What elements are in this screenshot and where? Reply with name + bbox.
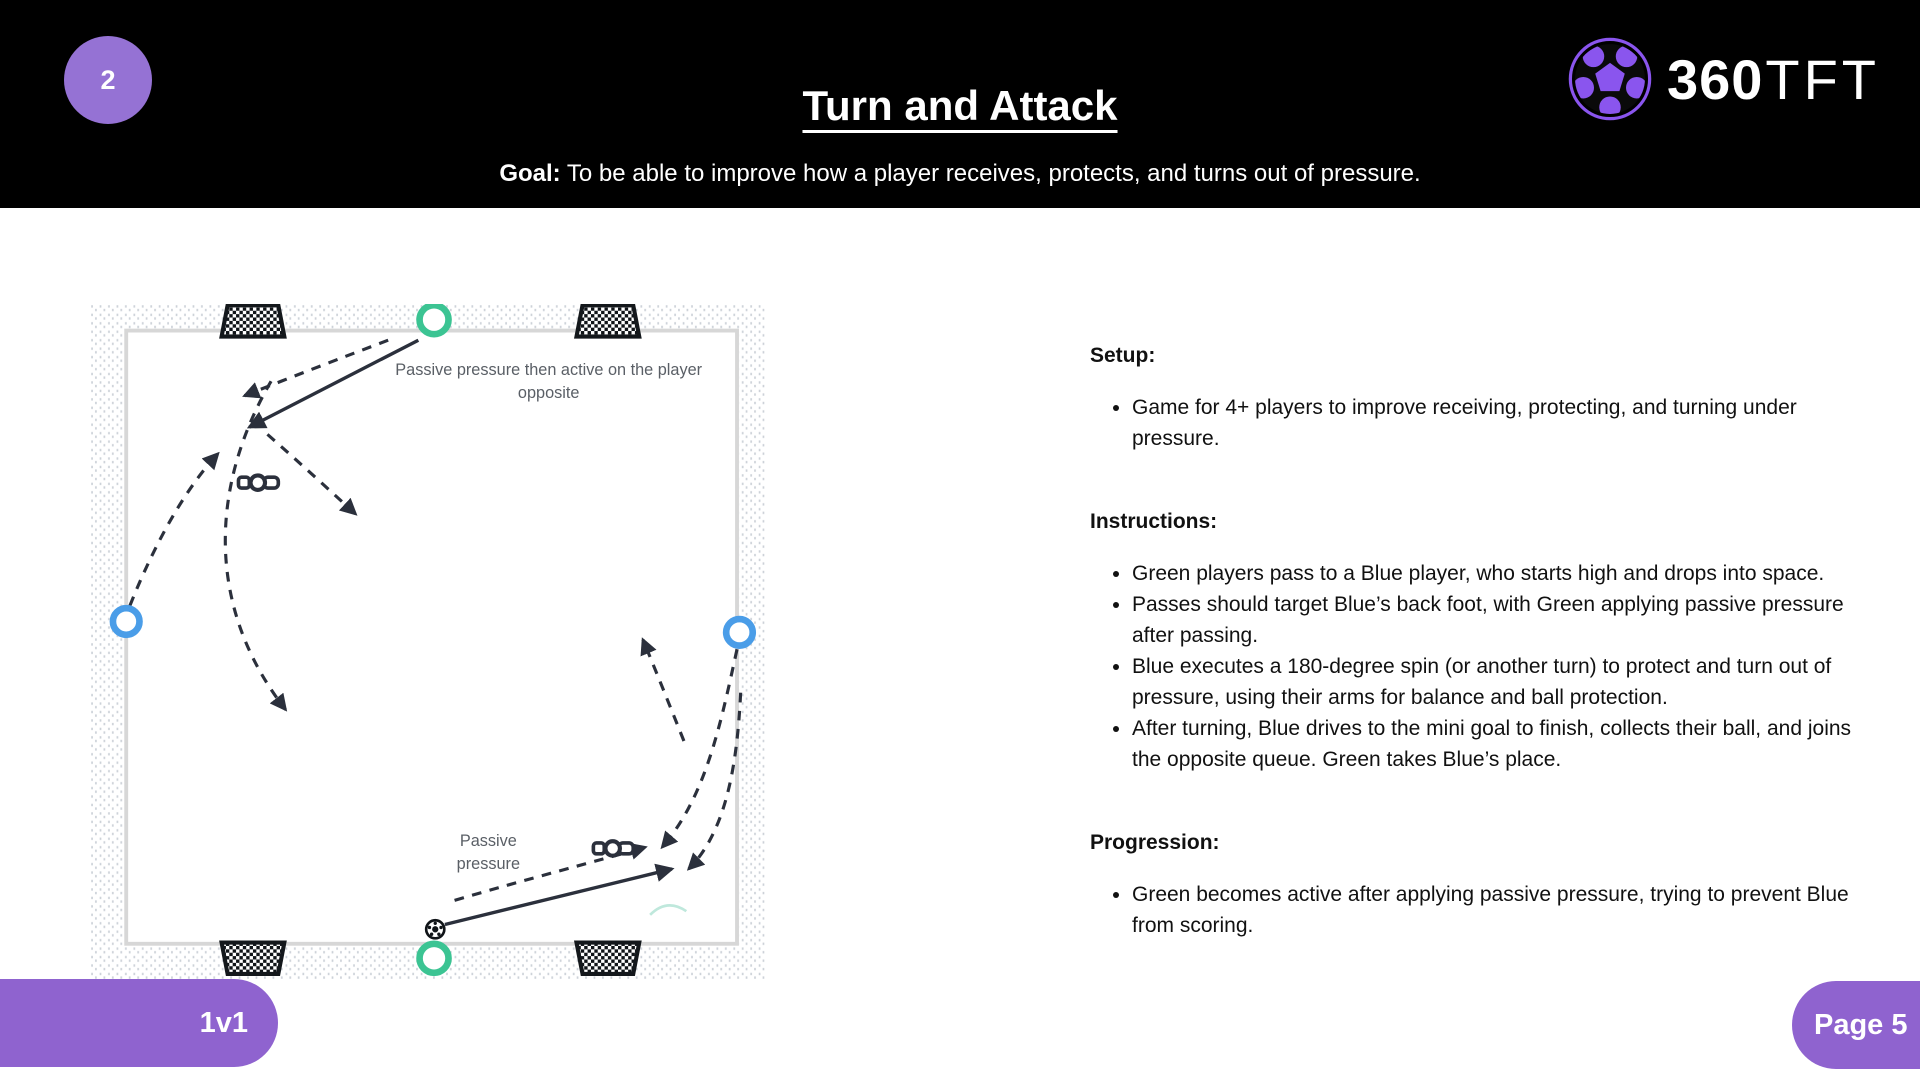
setup-list	[1090, 392, 1860, 454]
section-heading-instructions: Instructions:	[1090, 510, 1218, 533]
drill-diagram	[90, 304, 766, 980]
list-item: • Passes should target Blue’s back foot, with Green applying passive pressure after passing.	[1132, 589, 1860, 651]
page-number-pill: Page 5	[1792, 981, 1920, 1069]
mini-goal-bottom-right	[576, 943, 639, 974]
goal-text: To be able to improve how a player receives, protects, and turns out of pressure.	[560, 160, 1421, 187]
goal-label: Goal:	[499, 160, 561, 187]
goal-line	[0, 160, 1920, 188]
list-item: • Blue executes a 180-degree spin (or another turn) to protect and turn out of pressure, using their arms for balance and ball protection.	[1132, 651, 1860, 713]
instructions-list	[1090, 558, 1860, 775]
mini-goal-top-right	[576, 305, 639, 336]
pitch-area	[126, 331, 737, 944]
progression-list	[1090, 879, 1860, 941]
brand-wordmark	[1667, 47, 1880, 112]
label-bottom-line1: Passive	[459, 832, 517, 851]
label-top-line1: Passive pressure then active on the player	[395, 361, 703, 380]
page-title: Turn and Attack	[802, 82, 1118, 129]
list-item: • After turning, Blue drives to the mini goal to finish, collects their ball, and joins the opposite queue. Green takes Blue’s place.	[1132, 713, 1860, 775]
player-green-top	[420, 305, 449, 334]
header-bar	[0, 0, 1920, 208]
label-top-line2: opposite	[517, 384, 580, 403]
mini-goal-top-left	[222, 305, 285, 336]
logo-number: 360	[1666, 47, 1764, 111]
soccer-ball-icon	[1567, 36, 1653, 122]
mannequin-icon-top	[238, 475, 278, 489]
list-item: • Green players pass to a Blue player, who starts high and drops into space.	[1132, 558, 1860, 589]
player-blue-right	[726, 619, 753, 646]
logo-letters: TFT	[1765, 47, 1880, 111]
player-green-bottom	[420, 944, 449, 973]
list-item: • Green becomes active after applying passive pressure, trying to prevent Blue from scoring.	[1132, 879, 1860, 941]
section-heading-setup: Setup:	[1090, 344, 1156, 367]
mini-goal-bottom-left	[222, 943, 285, 974]
soccer-ball-marker	[426, 920, 444, 938]
slide-number-badge: 2	[64, 36, 152, 124]
mannequin-icon-bottom	[593, 841, 633, 855]
list-item: • Game for 4+ players to improve receiving, protecting, and turning under pressure.	[1132, 392, 1860, 454]
brand-logo	[1567, 34, 1880, 124]
player-blue-left	[113, 608, 140, 635]
content-panel	[1090, 344, 1860, 941]
level-pill: 1v1	[0, 979, 278, 1067]
label-bottom-line2: pressure	[456, 854, 521, 873]
section-heading-progression: Progression:	[1090, 831, 1220, 854]
